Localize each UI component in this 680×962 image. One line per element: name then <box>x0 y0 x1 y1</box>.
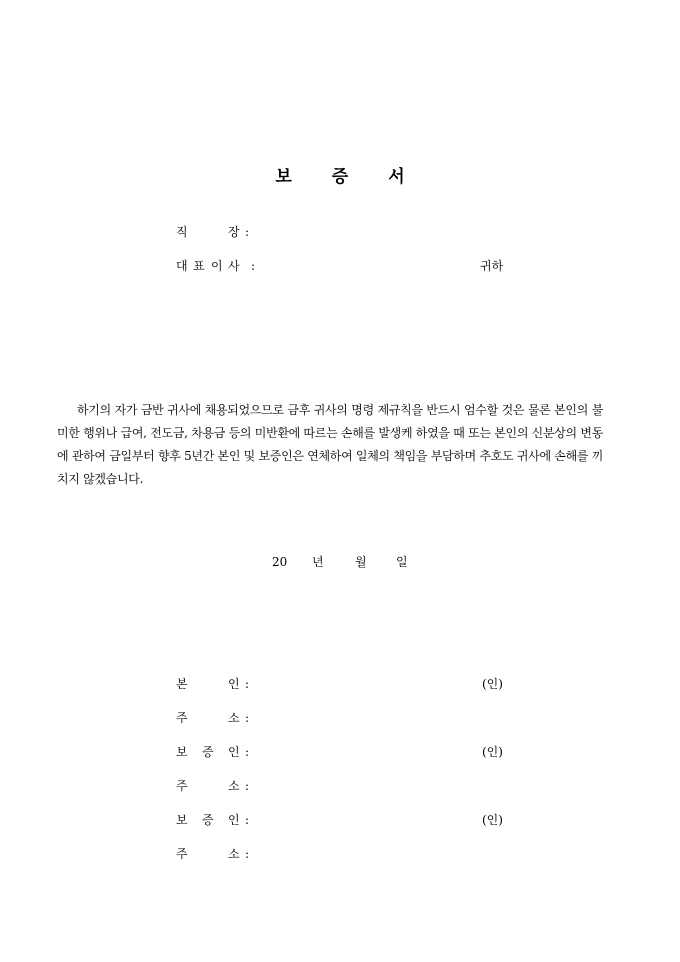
colon: : <box>251 259 256 273</box>
label-char: 인 <box>228 813 240 827</box>
colon: : <box>245 847 250 861</box>
label-char: 소 <box>228 779 240 793</box>
colon: : <box>245 745 250 759</box>
colon: : <box>245 779 250 793</box>
title-char: 증 <box>331 167 349 187</box>
label-char: 증 <box>202 813 214 827</box>
label-char: 인 <box>228 745 240 759</box>
title-char: 서 <box>388 167 405 187</box>
label-char: 대 <box>176 259 188 273</box>
label-char: 이 <box>211 259 223 273</box>
colon: : <box>245 711 250 725</box>
seal-mark: (인) <box>482 745 503 759</box>
label-char: 장 <box>228 225 240 239</box>
date-year: 20 <box>272 555 288 569</box>
seal-mark: (인) <box>482 813 503 827</box>
label-char: 소 <box>228 711 240 725</box>
document-title <box>0 162 680 187</box>
date-day-label: 일 <box>396 555 408 569</box>
honorific-suffix: 귀하 <box>480 259 504 273</box>
label-char: 사 <box>228 259 240 273</box>
label-char: 주 <box>176 779 188 793</box>
label-char: 인 <box>228 677 240 691</box>
seal-mark: (인) <box>482 677 503 691</box>
label-char: 본 <box>176 677 188 691</box>
date-month-label: 월 <box>355 555 367 569</box>
colon: : <box>245 677 250 691</box>
label-char: 증 <box>202 745 214 759</box>
guarantee-body-text: 하기의 자가 금반 귀사에 채용되었으므로 금후 귀사의 명령 제규칙을 반드시 엄수할 것은 물론 본인의 불미한 행위나 급여, 전도금, 차용금 등의 미반환에 따르는 손해를 발생케 하였을 때 또는 본인의 신분상의 변동에 관하여 금일부터 향후 5년간 본인 및 보증인은 연체하여 일체의 책임을 부담하며 추호도 귀사에 손해를 끼치지 않겠습니다. <box>57 403 603 486</box>
colon: : <box>245 225 250 239</box>
label-char: 주 <box>176 711 188 725</box>
label-char: 주 <box>176 847 188 861</box>
label-char: 보 <box>176 813 188 827</box>
label-char: 보 <box>176 745 188 759</box>
label-char: 표 <box>193 259 205 273</box>
date-year-label: 년 <box>312 555 324 569</box>
label-char: 소 <box>228 847 240 861</box>
label-char: 직 <box>176 225 188 239</box>
title-char: 보 <box>275 167 292 187</box>
colon: : <box>245 813 250 827</box>
